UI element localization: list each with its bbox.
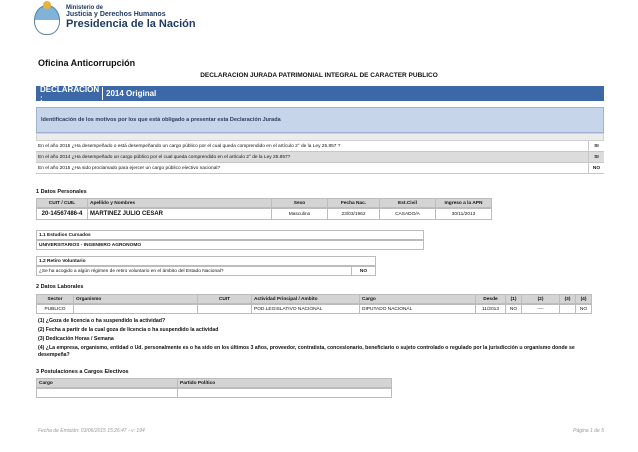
column-header: (2) [522, 294, 560, 304]
column-header: Est.Civil [380, 198, 436, 208]
motivos-spacer [36, 133, 604, 141]
column-header: Sexo [272, 198, 328, 208]
datos-laborales-row [36, 304, 592, 314]
motivo-question: En el año 2014 ¿Ha desempeñado un cargo público por el cual queda comprendido en el artículo 2° de la Ley 25.857? [38, 154, 291, 160]
desde-cell: 11/2013 [476, 304, 506, 314]
national-seal-icon [34, 5, 60, 35]
footnote: (3) Dedicación Horas / Semana [38, 336, 114, 342]
column-header: (4) [576, 294, 592, 304]
page-number: Página 1 de 5 [573, 428, 604, 434]
name-cell: MARTINEZ JULIO CESAR [88, 208, 272, 220]
retiro-row [36, 266, 376, 276]
footnote: (2) Fecha a partir de la cual goza de licencia o ha suspendido la actividad [38, 327, 219, 333]
motivos-heading: Identificación de los motivos por los que está obligado a presentar esta Declaración Jurada [36, 107, 604, 133]
document-title: DECLARACION JURADA PATRIMONIAL INTEGRAL DE CARACTER PUBLICO [200, 72, 438, 79]
licencia-cell: NO [506, 304, 522, 314]
motivo-answer: SI [588, 141, 604, 151]
ministry-line-2: Justicia y Derechos Humanos [66, 11, 166, 19]
motivo-question: En el año 2015 ¿Ha sido proclamado para ejercer un cargo público electivo nacional? [38, 165, 221, 171]
ministry-line-1: Ministerio de [66, 5, 104, 11]
column-header: (1) [506, 294, 522, 304]
partido-cell [178, 388, 392, 398]
column-header: Apellido y Nombres [88, 198, 272, 208]
column-header: CUIT / CUIL [36, 198, 88, 208]
estudios-value: UNIVERSITARIOS - INGENIERO AGRONOMO [36, 240, 424, 250]
sector-cell: PUBLICO [36, 304, 74, 314]
office-name: Oficina Anticorrupción [38, 58, 136, 68]
proveedor-cell: NO [576, 304, 592, 314]
datos-laborales-header [36, 294, 592, 304]
civil-status-cell: CASADO/A [380, 208, 436, 220]
organismo-cell [74, 304, 198, 314]
column-header: Partido Político [178, 378, 392, 388]
apn-entry-cell: 30/11/2013 [436, 208, 492, 220]
fecha-licencia-cell: ---- [522, 304, 560, 314]
birthdate-cell: 23/03/1962 [328, 208, 380, 220]
postulaciones-header [36, 378, 392, 388]
column-header: (3) [560, 294, 576, 304]
motivo-row [36, 152, 604, 163]
column-header: Actividad Principal / Ambito [252, 294, 360, 304]
datos-personales-row [36, 208, 492, 220]
retiro-title-row [36, 256, 376, 266]
actividad-cell: POD.LEGISLATIVO NACIONAL [252, 304, 360, 314]
estudios-title-row [36, 230, 424, 240]
emission-date: Fecha de Emisión: 03/06/2015 15:26:47 - v: 194 [38, 428, 145, 434]
cuit-cell: 20-14567486-4 [36, 208, 88, 220]
footnote: (1) ¿Goza de licencia o ha suspendido la actividad? [38, 318, 166, 324]
datos-laborales-title: 2 Datos Laborales [36, 284, 84, 290]
retiro-answer: NO [352, 266, 376, 276]
motivo-answer: NO [588, 163, 604, 173]
cargo-cell [36, 388, 178, 398]
column-header: Ingreso a la APN [436, 198, 492, 208]
postulaciones-title: 3 Postulaciones a Cargos Electivos [36, 369, 129, 375]
column-header: Organismo [74, 294, 198, 304]
dedicacion-cell [560, 304, 576, 314]
motivo-row [36, 141, 604, 152]
ministry-logo [34, 5, 196, 35]
motivo-answer: SI [588, 152, 604, 162]
column-header: Cargo [360, 294, 476, 304]
sex-cell: Masculino [272, 208, 328, 220]
cargo-cell: DIPUTADO NACIONAL [360, 304, 476, 314]
footnote: (4) ¿La empresa, organismo, entidad o Ud. personalmente es o ha sido en los últimos 3 años, proveedor, contratista, concesionario, beneficiario o sujeto controlado o regulado por la jurisdicción u organismo donde se desempeña? [38, 345, 575, 358]
motivo-question: En el año 2015 ¿Ha desempeñado o está desempeñando un cargo público por el cual queda comprendido en el artículo 2° de la Ley 25.857 ? [38, 143, 341, 149]
column-header: CUIT [198, 294, 252, 304]
declaracion-bar [36, 86, 604, 101]
cuit-cell [198, 304, 252, 314]
postulaciones-row [36, 388, 392, 398]
ministry-name [66, 5, 196, 30]
declaracion-label: DECLARACIÓN : [40, 84, 100, 103]
column-header: Fecha Nac. [328, 198, 380, 208]
retiro-question: ¿Se ha acogido a algún régimen de retiro voluntario en el ámbito del Estado Nacional? [36, 266, 352, 276]
datos-personales-title: 1 Datos Personales [36, 189, 87, 195]
column-header: Desde [476, 294, 506, 304]
column-header: Sector [36, 294, 74, 304]
estudios-title: 1.1 Estudios Cursados [36, 230, 424, 240]
motivo-row [36, 163, 604, 174]
column-header: Cargo [36, 378, 178, 388]
divider [102, 87, 103, 100]
declaracion-value: 2014 Original [106, 89, 157, 98]
retiro-title: 1.2 Retiro Voluntario [36, 256, 376, 266]
datos-personales-header [36, 198, 492, 208]
ministry-line-3: Presidencia de la Nación [66, 17, 196, 30]
estudios-value-row [36, 240, 424, 250]
